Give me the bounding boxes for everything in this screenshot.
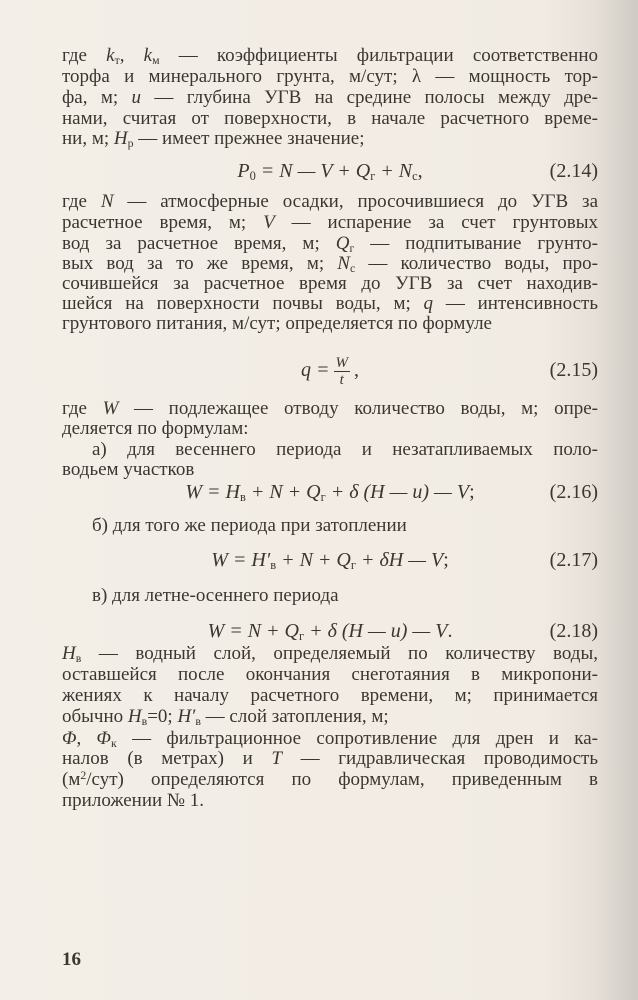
text-line [62,233,598,255]
text-run: — атмосферные осадки, просочившиеся до УГВ за [113,191,598,212]
text-run: ни, м; [62,128,114,149]
text-run: + δ (H — u) — V [304,620,448,642]
text-run: + δ (H — u) — V [325,481,470,503]
subscript: 0 [249,169,256,184]
text-run: ; [443,549,449,571]
text-run: расчетное время, м; [62,212,264,233]
text-run: . [447,620,453,642]
formula-expression [62,348,598,392]
variable: Φ [96,728,112,749]
text-run: б) для того же периода при затоплении [92,515,407,536]
subscript: в [270,558,277,573]
subscript: в [141,714,148,728]
formula [62,479,598,505]
text-run: ; [469,481,475,503]
variable: u [131,87,142,108]
variable: H [113,128,128,149]
text-run: фа, м; [62,87,132,108]
text-run: грунтового питания, м/сут; определяется по формуле [62,313,492,334]
formula-expression [62,618,598,644]
text-line [62,108,598,130]
denominator: t [339,371,344,388]
text-run: — интенсивность [433,293,598,314]
variable: q [423,293,434,314]
subscript: г [299,629,305,644]
text-line [62,748,598,770]
text-run: налов (в метрах) и [62,748,272,769]
text-run: — водный слой, определяемый по количеству воды, [81,643,598,664]
text-line [92,515,598,537]
text-run: /сут) определяются по формулам, приведенным в [86,769,598,790]
text-line [62,459,598,481]
text-run: — слой затопления, м; [200,706,389,727]
text-run: — подлежащее отводу количество воды, м; опре- [118,398,598,419]
text-line [62,191,598,213]
text-run: оставшейся после окончания снеготаяния в микропони- [62,664,598,685]
text-line [62,706,598,728]
text-run: деляется по формулам: [62,418,249,439]
text-line [62,313,598,335]
text-line [62,66,598,88]
text-run: + N + Q [276,549,351,571]
text-run: W = H [185,481,240,503]
formula-expression [62,479,598,505]
text-run: + N + Q [245,481,321,503]
text-line [92,585,598,607]
subscript: в [239,490,246,505]
text-run: — гидравлическая проводимость [282,748,598,769]
text-run: где [62,191,101,212]
variable: k [106,45,115,66]
subscript: г [370,169,376,184]
text-run: где [62,398,103,419]
text-run: а) для весеннего периода и незатапливаемых поло- [92,439,598,460]
formula [62,547,598,573]
subscript: г [350,558,356,573]
variable: V [263,212,275,233]
text-run: вод за расчетное время, м; [62,233,336,254]
formula [62,348,598,392]
text-run: шейся на поверхности почвы воды, м; [62,293,424,314]
variable: H [62,643,76,664]
formula-lhs: q = [301,359,330,381]
punctuation: , [354,359,359,381]
subscript: м [152,53,160,67]
variable: N [100,191,114,212]
subscript: г [320,490,326,505]
text-line [62,253,598,275]
numerator: W [335,354,348,371]
text-run: — испарение за счет грунтовых [274,212,598,233]
text-run: , [417,160,423,182]
subscript: с [349,261,356,275]
text-line [62,45,598,67]
text-run: + N [375,160,413,182]
text-line [62,293,598,315]
text-line [62,273,598,295]
text-run: W = H′ [211,549,271,571]
text-run: , [119,45,144,66]
equation-number: (2.16) [549,481,598,503]
variable: k [143,45,153,66]
text-run: =0; [147,706,178,727]
text-run: — подпитывание грунто- [354,233,598,254]
variable: Φ [62,728,77,749]
text-line [62,212,598,234]
text-run: жениях к началу расчетного времени, м; принимается [62,685,598,706]
text-line [62,664,598,686]
text-run: нами, считая от поверхности, в начале расчетного време- [62,108,598,129]
text-line [62,128,598,150]
text-run: — имеет прежнее значение; [133,128,365,149]
text-run: — фильтрационное сопротивление для дрен и ка- [116,728,598,749]
page-number: 16 [62,949,81,970]
text-line [92,439,598,461]
variable: H [127,706,142,727]
text-line [62,685,598,707]
equation-number: (2.18) [549,620,598,642]
text-line [62,418,598,440]
subscript: в [195,714,201,728]
text-run: обычно [62,706,128,727]
subscript: р [127,136,134,150]
text-line [62,398,598,420]
text-line [62,769,598,791]
text-run: торфа и минерального грунта, м/сут; λ — мощность тор- [62,66,598,87]
variable: H′ [177,706,196,727]
text-line [62,643,598,665]
variable: T [271,748,282,769]
subscript: с [412,169,418,184]
text-run: + δH — V [355,549,444,571]
text-run: W = N + Q [207,620,299,642]
text-run: — глубина УГВ на средине полосы между дре- [141,87,599,108]
text-run: вых вод за то же время, м; [62,253,338,274]
variable: Q [335,233,350,254]
equation-number: (2.17) [549,549,598,571]
text-run: — количество воды, про- [355,253,599,274]
formula [62,618,598,644]
formula-expression [62,547,598,573]
text-run: (м [62,769,81,790]
text-line [62,728,598,750]
text-run: где [62,45,107,66]
text-run: в) для летне-осеннего периода [92,585,339,606]
formula-expression [62,158,598,184]
subscript: т [114,53,120,67]
superscript: 2 [80,769,87,783]
subscript: к [111,736,117,750]
equation-number: (2.15) [549,359,598,381]
text-run: = N — V + Q [255,160,371,182]
text-run: P [237,160,250,182]
text-run: водьем участков [62,459,195,480]
variable: W [102,398,119,419]
text-run: приложении № 1. [62,790,205,811]
formula [62,158,598,184]
text-line [62,790,598,812]
text-run: — коэффициенты фильтрации соответственно [159,45,598,66]
subscript: в [75,651,82,665]
fraction [334,355,351,388]
equation-number: (2.14) [549,160,598,182]
subscript: г [349,241,355,255]
text-line [62,87,598,109]
text-run: сочившейся за расчетное время до УГВ за счет находив- [62,273,598,294]
text-run: , [76,728,97,749]
variable: N [337,253,350,274]
